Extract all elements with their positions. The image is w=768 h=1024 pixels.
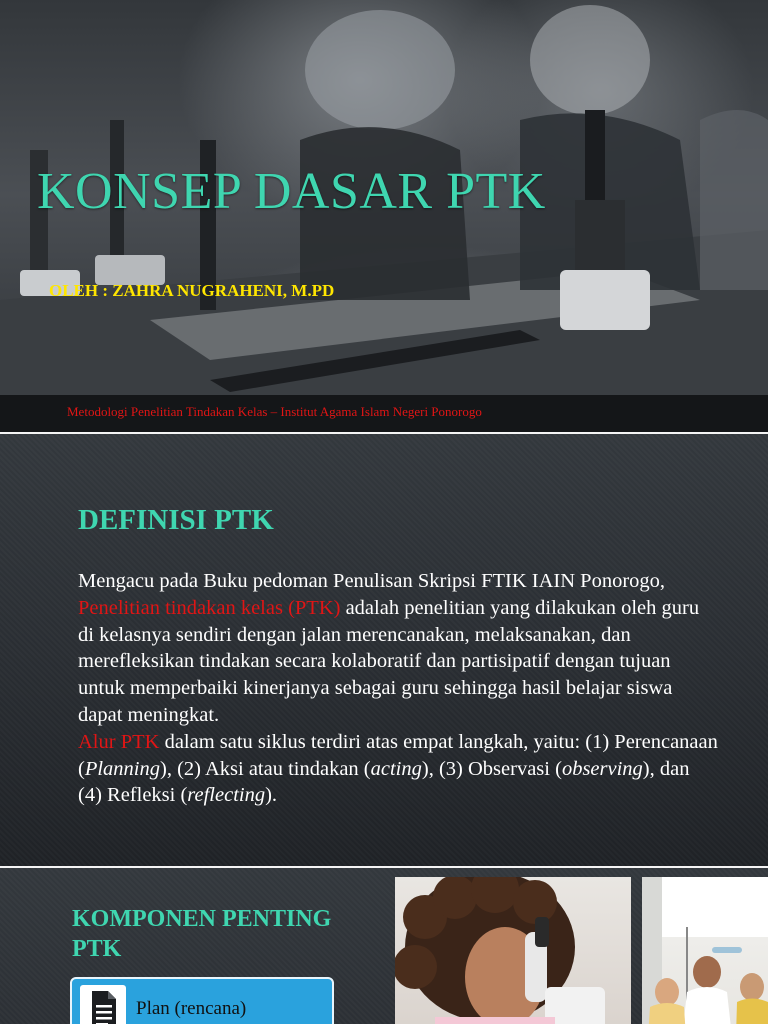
- document-icon: [80, 985, 126, 1024]
- plan-label: Plan (rencana): [136, 998, 247, 1019]
- author-line: OLEH : ZAHRA NUGRAHENI, M.PD: [49, 281, 335, 300]
- plan-component-box: [70, 977, 334, 1024]
- girl-microscope-photo: [395, 877, 631, 1024]
- term-reflecting: reflecting: [187, 784, 266, 807]
- title-slide: [0, 0, 768, 432]
- term-planning: Planning: [84, 757, 160, 780]
- body-text: ), (3) Observasi (: [421, 757, 562, 780]
- body-text: ), (2) Aksi atau tindakan (: [160, 757, 371, 780]
- definition-body: [78, 568, 718, 809]
- definition-title: DEFINISI PTK: [78, 504, 274, 536]
- components-slide: [0, 868, 768, 1024]
- body-text: ).: [265, 784, 278, 807]
- slide-title: KONSEP DASAR PTK: [37, 163, 546, 220]
- body-text: adalah penelitian yang dilakukan oleh guru di kelasnya sendiri dengan jalan merencanakan, melaksanakan, dan merefleksikan tindakan secara kolaboratif dan partisipatif dengan tujuan untuk memperbaiki kinerjanya sebagai guru sehingga hasil belajar siswa dapat meningkat.: [78, 596, 700, 726]
- term-observing: observing: [561, 757, 643, 780]
- alur-highlight: Alur PTK: [78, 730, 160, 753]
- body-text: ), dan (4) Refleksi (: [78, 757, 690, 807]
- slide-footer: [0, 395, 768, 432]
- ptk-highlight: Penelitian tindakan kelas (PTK): [78, 596, 341, 619]
- plan-icon-frame: [80, 985, 126, 1024]
- students-lab-photo: [642, 877, 768, 1024]
- components-title: KOMPONEN PENTING PTK: [72, 906, 332, 962]
- footer-text: Metodologi Penelitian Tindakan Kelas – Institut Agama Islam Negeri Ponorogo: [67, 404, 482, 419]
- body-text: Mengacu pada Buku pedoman Penulisan Skripsi FTIK IAIN Ponorogo,: [78, 570, 666, 592]
- body-text: dalam satu siklus terdiri atas empat langkah, yaitu: (1) Perencanaan (: [78, 730, 718, 780]
- term-acting: acting: [370, 757, 422, 780]
- definition-slide: [0, 434, 768, 866]
